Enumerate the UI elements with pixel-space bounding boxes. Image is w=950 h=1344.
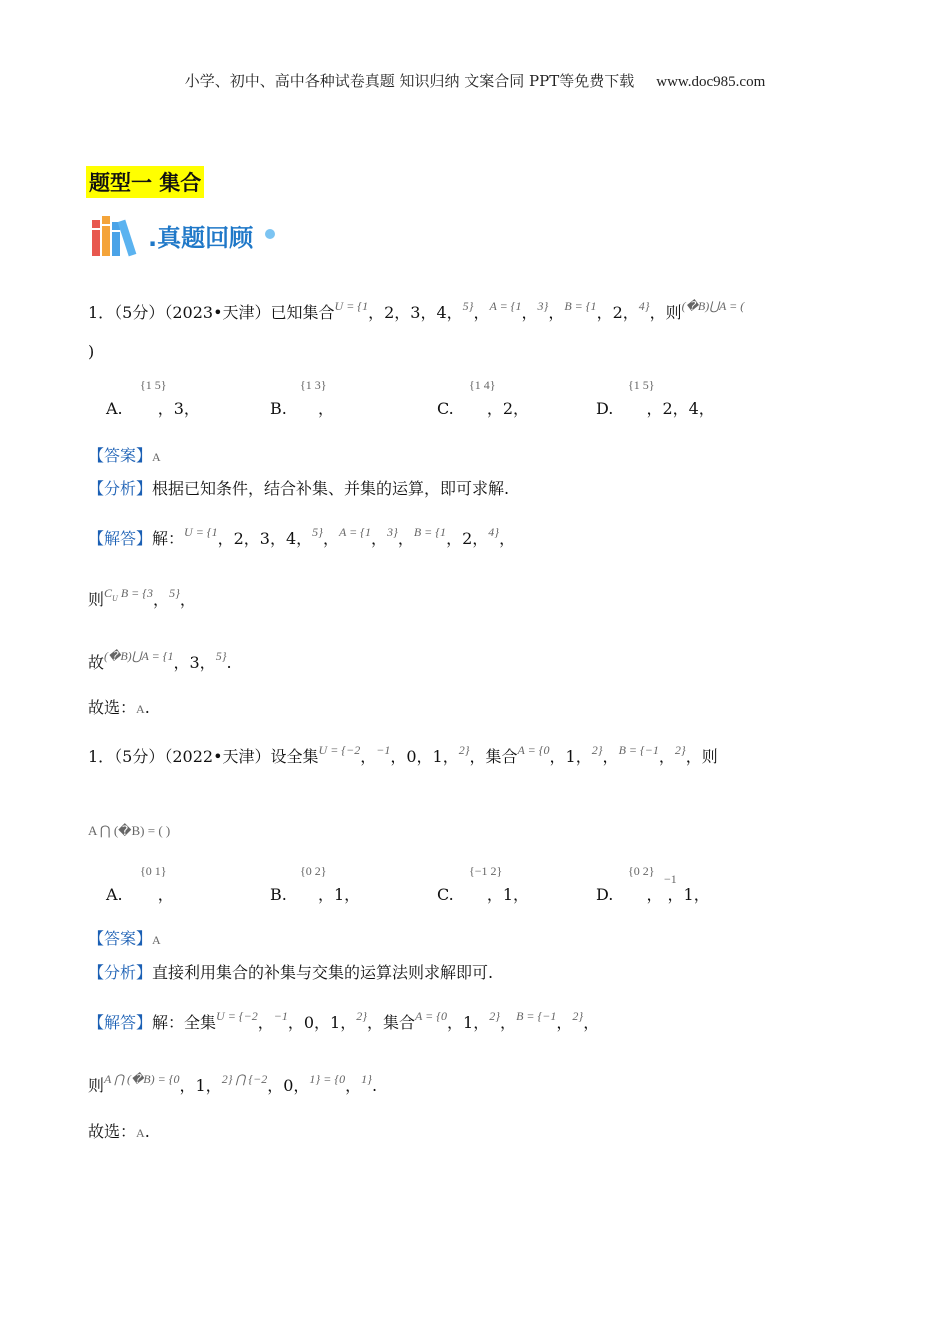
q2-u-end: 2}	[458, 743, 470, 757]
q1-u-end: 5}	[462, 299, 474, 313]
q1-a-mid: ，	[521, 303, 538, 322]
choose-label: 故选：	[88, 1122, 137, 1141]
option-set: {1 5}	[628, 378, 655, 392]
sol-pre: 则	[88, 1076, 105, 1095]
option-body: ，2，4，	[646, 399, 715, 418]
q1-option-b[interactable]	[270, 378, 334, 419]
q2-a-rest: ，1，	[549, 747, 592, 766]
q2-u-m1: −1	[376, 743, 391, 757]
option-label: B.	[270, 399, 287, 418]
q2-choose: 故选：A.	[88, 1122, 150, 1141]
books-icon	[90, 214, 148, 258]
analysis-text: 根据已知条件，结合补集、并集的运算，即可求解.	[152, 479, 510, 498]
q2-answer	[88, 926, 161, 949]
q2-b-expr: B = {−1	[618, 743, 659, 757]
sol-expr: U = {1	[184, 525, 218, 539]
q1-option-c[interactable]	[437, 378, 530, 419]
q2-option-b[interactable]	[270, 864, 361, 905]
choose-label: 故选：	[88, 698, 137, 717]
option-label: C.	[437, 399, 454, 418]
option-set: {0 2}	[300, 864, 327, 878]
answer-value: A	[152, 933, 161, 947]
q2-solution-line1: 【解答】解：全集$^{U = \{-2}$，$^{-1}$，0，1，$^{2\}}$，集合$^{A = \{0}$，1，$^{2\}}$，$^{B = \{-1}$，$^{2\}}$，	[88, 1009, 600, 1032]
sol-expr: 1} = {0	[309, 1072, 346, 1086]
banner	[90, 214, 254, 262]
q1-then: ，则	[649, 303, 682, 322]
option-body: ，1，	[317, 885, 361, 904]
option-set: {1 5}	[140, 378, 167, 392]
sol-expr: A = {0	[415, 1009, 448, 1023]
q2-u-rest: ，0，1，	[390, 747, 459, 766]
q2-expr-line	[88, 820, 170, 839]
solution-tag: 【解答】	[88, 1013, 153, 1032]
answer-tag: 【答案】	[88, 929, 153, 948]
sol-text: ，1，	[447, 1013, 490, 1032]
q1-a-end: 3}	[537, 299, 549, 313]
sol-expr: B = {1	[413, 525, 447, 539]
sol-expr: 2}	[356, 1009, 368, 1023]
sol-expr: −1	[273, 1009, 288, 1023]
header-text: 小学、初中、高中各种试卷真题 知识归纳 文案合同 PPT等免费下载	[184, 72, 635, 90]
sol-expr: B = {3	[117, 586, 154, 600]
q2-stem: 1．（5分）（2022•天津）设全集$^{U = \{-2}$，$^{-1}$，0，1，$^{2\}}$，集合$^{A = \{0}$，1，$^{2\}}$，$^{B = \{-1}$，$^{2\}}$，则	[88, 743, 718, 766]
sol-text: ，2，	[446, 529, 489, 548]
q1-solution-line3: 故$^{(�B)⋃A = \{1}$，3，$^{5\}}$.	[88, 649, 232, 672]
sol-expr: (�B)⋃A = {1	[104, 649, 174, 663]
analysis-tag: 【分析】	[88, 963, 153, 982]
q2-a-expr: A = {0	[517, 743, 550, 757]
q2-then: ，则	[685, 747, 718, 766]
option-body: ，	[317, 399, 334, 418]
sol-sub: U	[112, 594, 118, 603]
q2-option-d[interactable]	[596, 864, 710, 905]
sol-expr: C	[104, 586, 113, 600]
option-label: A.	[106, 399, 123, 418]
q2-a-end: 2}	[591, 743, 603, 757]
q2-analysis	[88, 960, 493, 983]
q1-stem-num: 1．（5分）（2023•天津）已知集合	[88, 303, 335, 322]
q1-a-expr: A = {1	[489, 299, 522, 313]
sol-pre: 解：	[152, 529, 185, 548]
sol-expr: A = {1	[338, 525, 371, 539]
q1-u-rest: ，2，3，4，	[368, 303, 463, 322]
q1-option-d[interactable]	[596, 378, 715, 419]
sol-expr: B = {−1	[516, 1009, 557, 1023]
option-set: {−1 2}	[469, 864, 503, 878]
q1-b-expr: B = {1	[564, 299, 597, 313]
sol-expr: 5}	[312, 525, 323, 539]
q2-u-expr: U = {−2	[318, 743, 361, 757]
q2-expr: A ⋂ (�B) = ( )	[88, 823, 171, 838]
answer-value: A	[152, 450, 161, 464]
q2-b-end: 2}	[674, 743, 686, 757]
sol-expr: U = {−2	[216, 1009, 258, 1023]
q1-stem: 1．（5分）（2023•天津）已知集合$^{U = \{1}$，2，3，4，$^{5\}}$，$^{A = \{1}$，$^{3\}}$，$^{B = \{1}$，2，$^{4\}}$，则$^{(�B)⋃A = (}$	[88, 299, 745, 322]
sol-text: ，0，	[267, 1076, 310, 1095]
sol-text: ，0，1，	[287, 1013, 357, 1032]
q1-expr: (�B)⋃A = (	[681, 299, 745, 313]
answer-tag: 【答案】	[88, 446, 153, 465]
q1-answer	[88, 443, 161, 466]
option-set: {1 3}	[300, 378, 327, 392]
option-set: {0 2}	[628, 864, 655, 878]
q1-u-expr: U = {1	[334, 299, 369, 313]
q2-set-word: ，集合	[469, 747, 518, 766]
q1-analysis	[88, 476, 509, 499]
sol-text: ，3，	[173, 653, 216, 672]
q2-option-a[interactable]	[106, 864, 174, 905]
option-label: A.	[106, 885, 123, 904]
option-label: D.	[596, 885, 614, 904]
sol-pre: 则	[88, 590, 105, 609]
banner-title: .真题回顾	[148, 224, 254, 252]
sol-text: ，集合	[367, 1013, 416, 1032]
sol-expr: A ⋂ (�B) = {0	[104, 1072, 180, 1086]
choose-value: A	[136, 1126, 145, 1140]
sol-pre: 解：全集	[152, 1013, 217, 1032]
header-site[interactable]: www.doc985.com	[656, 74, 766, 90]
sol-text: ，1，	[179, 1076, 222, 1095]
dot-icon	[264, 228, 276, 240]
option-set: {0 1}	[140, 864, 167, 878]
sol-text: ，2，3，4，	[217, 529, 313, 548]
q1-option-a[interactable]	[106, 378, 200, 419]
q1-b-rest: ，2，	[596, 303, 639, 322]
solution-tag: 【解答】	[88, 529, 153, 548]
sol-expr: 1}	[361, 1072, 372, 1086]
q2-stem-num: 1．（5分）（2022•天津）设全集	[88, 747, 319, 766]
option-body: ，	[157, 885, 174, 904]
q1-choose: 故选：A.	[88, 698, 150, 717]
sol-pre: 故	[88, 653, 105, 672]
sol-expr: 5}	[169, 586, 180, 600]
q2-option-c[interactable]	[437, 864, 530, 905]
option-body: ，1，	[486, 885, 530, 904]
sol-expr: 2}	[489, 1009, 501, 1023]
option-label: B.	[270, 885, 287, 904]
page-header	[0, 70, 950, 91]
sol-expr: 3}	[387, 525, 398, 539]
analysis-text: 直接利用集合的补集与交集的运算法则求解即可.	[152, 963, 494, 982]
choose-value: A	[136, 702, 145, 716]
option-set: {1 4}	[469, 378, 496, 392]
option-body: ， ，1，	[646, 885, 710, 904]
section-title: 题型一 集合	[86, 166, 204, 198]
analysis-tag: 【分析】	[88, 479, 153, 498]
q1-close: )	[88, 342, 95, 361]
sol-expr: 4}	[488, 525, 500, 539]
sol-expr: 2} ⋂ {−2	[221, 1072, 268, 1086]
option-mid: −1	[664, 872, 677, 886]
option-body: ，2，	[486, 399, 530, 418]
q2-solution-line2: 则$^{A ⋂ (�B) = \{0}$，1，$^{2\} ⋂ \{-2}$，0，$^{1\} = \{0}$，$^{1\}}$.	[88, 1072, 378, 1095]
sol-expr: 2}	[572, 1009, 584, 1023]
option-label: C.	[437, 885, 454, 904]
option-body: ，3，	[157, 399, 200, 418]
sol-expr: 5}	[215, 649, 227, 663]
q1-solution-line1: 【解答】解：$^{U = \{1}$，2，3，4，$^{5\}}$，$^{A = \{1}$，$^{3\}}$，$^{B = \{1}$，2，$^{4\}}$，	[88, 525, 516, 548]
q1-b-end: 4}	[638, 299, 650, 313]
q1-solution-line2: 则$^{CU}$ $^{B = \{3}$，$^{5\}}$，	[88, 586, 196, 609]
option-label: D.	[596, 399, 614, 418]
